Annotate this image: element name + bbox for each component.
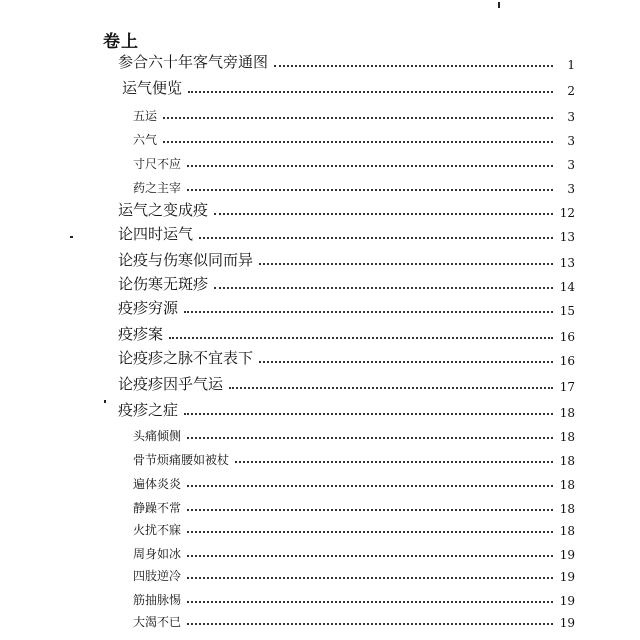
- toc-entry-page: 15: [559, 304, 575, 318]
- toc-entry: [122, 76, 575, 98]
- toc-entry-title: 运气便览: [122, 79, 183, 97]
- toc-entry-page: 18: [559, 524, 575, 538]
- toc-entry-page: 18: [559, 454, 575, 468]
- scan-speck: [498, 2, 500, 8]
- toc-entry: [133, 608, 575, 630]
- toc-entry: [118, 222, 575, 244]
- dot-leader: [259, 263, 553, 265]
- toc-entry: [133, 470, 575, 492]
- dot-leader: [187, 623, 553, 625]
- toc-entry-page: 18: [559, 502, 575, 516]
- toc-entry: [118, 346, 575, 368]
- toc-entry-title: 论疫疹因乎气运: [118, 375, 224, 393]
- toc-entry-title: 药之主宰: [133, 181, 182, 195]
- dot-leader: [184, 413, 553, 415]
- dot-leader: [214, 287, 553, 289]
- dot-leader: [188, 91, 553, 93]
- toc-entry-title: 大渴不已: [133, 615, 182, 629]
- toc-entry: [133, 562, 575, 584]
- toc-entry-page: 17: [559, 380, 575, 394]
- toc-entry-title: 周身如冰: [133, 547, 182, 561]
- toc-entry: [118, 248, 575, 270]
- scan-speck: [70, 236, 73, 238]
- toc-entry-title: 论伤寒无斑疹: [118, 275, 209, 293]
- dot-leader: [187, 601, 553, 603]
- toc-entry-title: 遍体炎炎: [133, 477, 182, 491]
- toc-entry-page: 16: [559, 354, 575, 368]
- dot-leader: [187, 555, 553, 557]
- dot-leader: [163, 141, 553, 143]
- dot-leader: [229, 387, 553, 389]
- toc-entry-page: 19: [559, 594, 575, 608]
- toc-entry-title: 论四时运气: [118, 225, 194, 243]
- toc-entry-title: 疫疹案: [118, 325, 164, 343]
- toc-entry: [133, 586, 575, 608]
- toc-entry-page: 19: [559, 548, 575, 562]
- toc-entry-page: 14: [559, 280, 575, 294]
- toc-entry-page: 3: [567, 158, 575, 172]
- dot-leader: [187, 437, 553, 439]
- toc-entry: [133, 446, 575, 468]
- toc-entry: [118, 372, 575, 394]
- dot-leader: [187, 485, 553, 487]
- toc-entry-title: 五运: [133, 109, 158, 123]
- toc-entry-page: 1: [567, 58, 575, 72]
- toc-entry: [133, 422, 575, 444]
- toc-entry: [133, 126, 575, 148]
- dot-leader: [199, 237, 553, 239]
- toc-entry-page: 18: [559, 478, 575, 492]
- dot-leader: [214, 213, 553, 215]
- toc-entry: [118, 272, 575, 294]
- toc-entry-page: 18: [559, 430, 575, 444]
- toc-entry: [118, 296, 575, 318]
- toc-entry-page: 18: [559, 406, 575, 420]
- toc-entry-page: 16: [559, 330, 575, 344]
- toc-entry-page: 3: [567, 134, 575, 148]
- dot-leader: [187, 577, 553, 579]
- toc-entry-title: 运气之变成疫: [118, 201, 209, 219]
- dot-leader: [235, 461, 553, 463]
- toc-entry: [133, 102, 575, 124]
- dot-leader: [187, 165, 553, 167]
- toc-entry-page: 3: [567, 182, 575, 196]
- toc-entry: [118, 322, 575, 344]
- toc-entry: [118, 50, 575, 72]
- dot-leader: [169, 337, 553, 339]
- toc-entry: [133, 494, 575, 516]
- toc-entry-title: 筋抽脉惕: [133, 593, 182, 607]
- toc-entry-page: 19: [559, 616, 575, 630]
- toc-entry-title: 疫疹穷源: [118, 299, 179, 317]
- toc-entry-page: 2: [567, 84, 575, 98]
- toc-entry-page: 12: [559, 206, 575, 220]
- toc-entry-title: 头痛倾侧: [133, 429, 182, 443]
- toc-entry-page: 13: [559, 256, 575, 270]
- toc-entry: [118, 198, 575, 220]
- dot-leader: [163, 117, 553, 119]
- dot-leader: [184, 311, 553, 313]
- toc-entry-title: 静躁不常: [133, 501, 182, 515]
- toc-entry-title: 疫疹之症: [118, 401, 179, 419]
- toc-entry-page: 13: [559, 230, 575, 244]
- dot-leader: [187, 509, 553, 511]
- toc-entry-title: 参合六十年客气旁通图: [118, 53, 269, 71]
- toc-entry-title: 论疫疹之脉不宜表下: [118, 349, 254, 367]
- toc-entry-title: 寸尺不应: [133, 157, 182, 171]
- toc-entry-page: 19: [559, 570, 575, 584]
- dot-leader: [274, 65, 553, 67]
- volume-title: 卷上: [103, 32, 139, 52]
- toc-entry-title: 四肢逆冷: [133, 569, 182, 583]
- dot-leader: [187, 531, 553, 533]
- toc-entry: [133, 516, 575, 538]
- toc-entry-page: 3: [567, 110, 575, 124]
- toc-entry: [118, 398, 575, 420]
- toc-entry: [133, 540, 575, 562]
- dot-leader: [187, 189, 553, 191]
- toc-entry-title: 火扰不寐: [133, 523, 182, 537]
- scan-speck: [104, 400, 106, 403]
- toc-entry-title: 论疫与伤寒似同而异: [118, 251, 254, 269]
- dot-leader: [259, 361, 553, 363]
- toc-entry-title: 六气: [133, 133, 158, 147]
- toc-entry: [133, 174, 575, 196]
- toc-entry-title: 骨节烦痛腰如被杖: [133, 453, 230, 467]
- toc-entry: [133, 150, 575, 172]
